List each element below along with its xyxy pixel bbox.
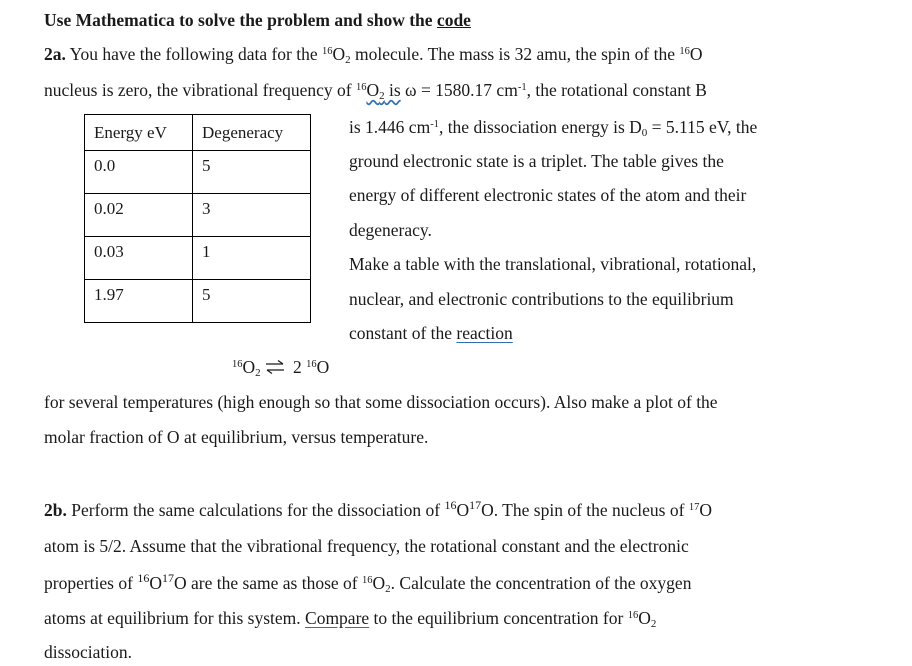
table-row <box>85 237 311 280</box>
label-2b: 2b. <box>44 500 67 520</box>
cell-degeneracy: 5 <box>193 280 311 323</box>
cell-energy: 0.0 <box>85 151 193 194</box>
heading: Use Mathematica to solve the problem and show the code <box>44 10 471 30</box>
header-degeneracy: Degeneracy <box>193 115 311 151</box>
p2a-right-5: Make a table with the translational, vibrational, rotational, <box>349 254 757 274</box>
p2b-line-4: atoms at equilibrium for this system. Compare to the equilibrium concentration for $^{16}O_2$ <box>44 608 657 630</box>
header-energy: Energy eV <box>85 115 193 151</box>
p2a-right-4: degeneracy. <box>349 220 432 240</box>
reaction-link[interactable]: reaction <box>456 323 513 343</box>
cell-degeneracy: 5 <box>193 151 311 194</box>
table-row <box>85 151 311 194</box>
p2b-line-2: atom is 5/2. Assume that the vibrational frequency, the rotational constant and the electronic <box>44 536 689 556</box>
p2a-right-7: constant of the reaction <box>349 323 513 343</box>
table-row <box>85 194 311 237</box>
table-header-row <box>85 115 311 151</box>
p2a-after-2: molar fraction of O at equilibrium, versus temperature. <box>44 427 429 447</box>
cell-energy: 0.03 <box>85 237 193 280</box>
p2a-right-6: nuclear, and electronic contributions to the equilibrium <box>349 289 734 309</box>
cell-energy: 0.02 <box>85 194 193 237</box>
p2a-right-1: is 1.446 $cm^{-1}$, the dissociation energy is $D_0 = 5.115$ eV, the <box>349 117 758 139</box>
p2a-line-2: nucleus is zero, the vibrational frequency of $^{16}O_2$ is ω = 1580.17 $cm^{-1}$, the rotational constant B <box>44 80 707 102</box>
code-link[interactable]: code <box>436 10 471 30</box>
compare-link[interactable]: Compare <box>305 608 370 628</box>
cell-degeneracy: 3 <box>193 194 311 237</box>
equilibrium-arrows-icon <box>265 360 285 374</box>
reaction-equation: $^{16}O_2$ 2 $^{16}$O <box>232 357 330 379</box>
p2a-line-1: 2a. You have the following data for the $^{16}O_2$ molecule. The mass is 32 amu, the spin of the $^{16}$O <box>44 44 703 66</box>
p2a-right-3: energy of different electronic states of the atom and their <box>349 185 747 205</box>
cell-degeneracy: 1 <box>193 237 311 280</box>
p2b-line-5: dissociation. <box>44 642 132 662</box>
table-row <box>85 280 311 323</box>
p2b-line-3: properties of $^{16}O^{17}O$ are the same as those of $^{16}O_2$. Calculate the concentration of the oxygen <box>44 571 692 595</box>
cell-energy: 1.97 <box>85 280 193 323</box>
p2b-line-1: 2b. Perform the same calculations for the dissociation of $^{16}O^{17}O$. The spin of the nucleus of $^{17}$O <box>44 498 712 520</box>
label-2a: 2a. <box>44 44 66 64</box>
p2a-after-1: for several temperatures (high enough so that some dissociation occurs). Also make a plot of the <box>44 392 718 412</box>
p2a-right-2: ground electronic state is a triplet. The table gives the <box>349 151 724 171</box>
energy-degeneracy-table <box>84 114 311 323</box>
